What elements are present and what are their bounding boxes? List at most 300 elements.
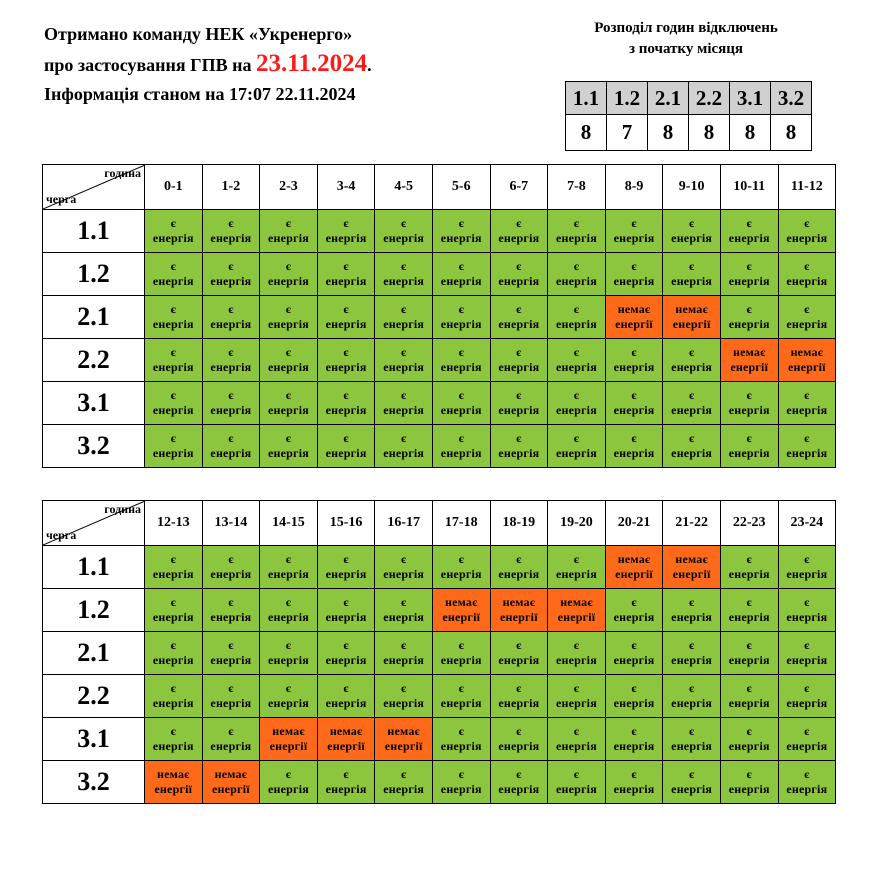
status-text-line-1: є <box>804 552 810 566</box>
status-text-line-2: енергія <box>210 696 252 710</box>
schedule-table-morning <box>42 164 836 468</box>
status-text-line-1: є <box>458 302 464 316</box>
hour-header: 21-22 <box>663 501 721 546</box>
status-text-line-2: енергія <box>152 317 194 331</box>
status-cell-power-on <box>260 339 318 382</box>
status-cell-power-on <box>720 425 778 468</box>
status-text-line-1: є <box>746 681 752 695</box>
status-cell-power-on <box>663 589 721 632</box>
status-text-line-1: є <box>400 388 407 402</box>
hour-header: 3-4 <box>317 165 375 210</box>
status-cell-power-on <box>202 632 260 675</box>
status-text-line-2: енергія <box>498 403 540 417</box>
queue-row <box>43 382 836 425</box>
status-cell-power-on <box>432 253 490 296</box>
status-text-line-2: енергія <box>786 317 828 331</box>
summary-value: 8 <box>566 115 607 151</box>
status-text-line-1: є <box>631 259 637 273</box>
status-text-line-2: енергія <box>728 231 770 245</box>
status-cell-power-on <box>548 296 606 339</box>
status-text-line-2: енергія <box>152 653 194 667</box>
hour-header: 5-6 <box>432 165 490 210</box>
status-cell-power-on <box>720 210 778 253</box>
summary-label: 3.2 <box>771 82 812 115</box>
status-text-line-1: є <box>170 595 176 609</box>
status-text-line-1: немає <box>675 552 708 566</box>
status-text-line-2: енергія <box>671 274 713 288</box>
status-text-line-1: є <box>170 216 176 230</box>
status-text-line-2: енергія <box>268 610 309 624</box>
status-text-line-1: є <box>228 595 234 609</box>
status-text-line-2: енергія <box>210 403 252 417</box>
hour-header: 0-1 <box>145 165 203 210</box>
status-text-line-2: енергія <box>728 696 770 710</box>
status-cell-power-on <box>605 425 663 468</box>
status-cell-power-on <box>490 675 548 718</box>
status-text-line-2: енергія <box>210 231 252 245</box>
status-cell-power-on <box>145 675 203 718</box>
status-text-line-1: є <box>285 259 292 273</box>
header-line-3: Інформація станом на 17:07 22.11.2024 <box>44 84 356 104</box>
queue-row <box>43 589 836 632</box>
status-text-line-1: є <box>400 302 407 316</box>
status-cell-power-on <box>202 425 260 468</box>
status-cell-power-on <box>663 382 721 425</box>
status-cell-power-on <box>260 675 318 718</box>
status-cell-power-on <box>778 425 836 468</box>
status-text-line-1: є <box>688 595 695 609</box>
status-cell-power-on <box>490 382 548 425</box>
status-text-line-1: є <box>573 681 580 695</box>
status-text-line-1: є <box>746 388 752 402</box>
status-cell-power-on <box>375 589 433 632</box>
summary-title-line-1: Розподіл годин відключень <box>594 20 778 36</box>
status-cell-power-on <box>432 382 490 425</box>
status-text-line-2: енергія <box>728 567 770 581</box>
status-cell-power-on <box>375 382 433 425</box>
status-text-line-1: є <box>285 595 292 609</box>
status-text-line-1: є <box>746 431 752 445</box>
status-text-line-1: є <box>804 259 810 273</box>
status-text-line-2: енергія <box>613 274 655 288</box>
status-text-line-2: енергія <box>268 403 309 417</box>
status-text-line-1: є <box>573 638 580 652</box>
status-cell-power-on <box>432 718 490 761</box>
status-text-line-2: енергія <box>613 696 655 710</box>
queue-label: 3.1 <box>43 382 145 425</box>
status-text-line-2: енергія <box>555 653 597 667</box>
status-cell-power-on <box>663 253 721 296</box>
status-text-line-1: є <box>631 724 637 738</box>
status-text-line-1: є <box>228 345 234 359</box>
status-cell-power-on <box>375 210 433 253</box>
status-text-line-1: є <box>170 552 176 566</box>
status-cell-power-on <box>202 210 260 253</box>
status-text-line-1: є <box>458 431 464 445</box>
status-text-line-2: енергія <box>786 274 828 288</box>
status-text-line-1: є <box>746 216 752 230</box>
status-cell-power-on <box>548 761 606 804</box>
status-text-line-2: енергія <box>268 567 309 581</box>
status-cell-power-on <box>778 632 836 675</box>
status-cell-power-on <box>202 589 260 632</box>
status-text-line-1: є <box>400 767 407 781</box>
status-text-line-1: немає <box>214 767 248 781</box>
status-cell-power-on <box>720 546 778 589</box>
status-text-line-1: є <box>458 767 464 781</box>
status-text-line-1: є <box>228 681 234 695</box>
status-cell-power-on <box>260 253 318 296</box>
status-text-line-2: енергія <box>268 231 309 245</box>
status-text-line-1: є <box>573 216 580 230</box>
summary-label: 3.1 <box>730 82 771 115</box>
status-text-line-2: енергія <box>728 274 770 288</box>
status-cell-power-on <box>720 761 778 804</box>
status-text-line-1: є <box>688 259 695 273</box>
status-text-line-1: немає <box>272 724 305 738</box>
status-text-line-2: енергія <box>555 782 597 796</box>
status-text-line-1: немає <box>675 302 708 316</box>
status-cell-power-on <box>548 210 606 253</box>
status-text-line-1: немає <box>329 724 363 738</box>
status-cell-power-on <box>778 761 836 804</box>
header-line-2-suffix: . <box>367 55 372 75</box>
hour-header: 22-23 <box>720 501 778 546</box>
status-text-line-1: є <box>228 302 234 316</box>
status-text-line-1: є <box>285 345 292 359</box>
status-cell-power-on <box>317 425 375 468</box>
status-text-line-2: енергія <box>152 446 194 460</box>
status-cell-power-on <box>432 761 490 804</box>
status-text-line-2: енергія <box>786 610 828 624</box>
status-text-line-1: є <box>228 388 234 402</box>
status-text-line-1: є <box>631 345 637 359</box>
status-text-line-1: є <box>746 595 752 609</box>
status-cell-power-on <box>317 210 375 253</box>
status-text-line-2: енергія <box>210 317 252 331</box>
status-text-line-1: є <box>343 345 349 359</box>
hour-header: 20-21 <box>605 501 663 546</box>
status-text-line-2: енергії <box>384 739 423 753</box>
status-text-line-1: є <box>400 595 407 609</box>
status-text-line-2: енергія <box>786 567 828 581</box>
status-text-line-2: енергія <box>325 610 367 624</box>
summary-label: 2.1 <box>648 82 689 115</box>
status-text-line-2: енергія <box>786 653 828 667</box>
status-cell-power-on <box>490 718 548 761</box>
status-text-line-2: енергія <box>210 446 252 460</box>
status-text-line-2: енергія <box>671 739 713 753</box>
status-cell-power-on <box>605 210 663 253</box>
status-text-line-1: є <box>400 431 407 445</box>
status-text-line-1: є <box>228 431 234 445</box>
status-cell-power-on <box>202 718 260 761</box>
status-text-line-2: енергія <box>383 696 425 710</box>
queue-label: 3.2 <box>43 425 145 468</box>
status-cell-power-on <box>778 675 836 718</box>
status-text-line-1: є <box>285 767 292 781</box>
status-text-line-2: енергія <box>325 696 367 710</box>
hour-header: 8-9 <box>605 165 663 210</box>
status-text-line-2: енергія <box>498 446 540 460</box>
status-text-line-2: енергія <box>440 653 482 667</box>
hour-header: 2-3 <box>260 165 318 210</box>
status-text-line-1: є <box>631 638 637 652</box>
status-text-line-2: енергія <box>440 739 482 753</box>
status-cell-power-off <box>663 296 721 339</box>
status-cell-power-on <box>663 675 721 718</box>
status-text-line-1: є <box>400 638 407 652</box>
status-text-line-2: енергія <box>152 696 194 710</box>
status-cell-power-on <box>720 589 778 632</box>
status-cell-power-on <box>720 632 778 675</box>
status-text-line-1: є <box>746 638 752 652</box>
status-cell-power-on <box>145 546 203 589</box>
summary-value: 8 <box>648 115 689 151</box>
header-line-1: Отримано команду НЕК «Укренерго» <box>44 24 353 44</box>
status-text-line-2: енергія <box>728 403 770 417</box>
hour-header: 6-7 <box>490 165 548 210</box>
summary-table <box>565 81 812 151</box>
status-text-line-2: енергії <box>269 739 308 753</box>
status-text-line-1: є <box>343 388 349 402</box>
status-text-line-1: є <box>285 216 292 230</box>
status-cell-power-on <box>720 296 778 339</box>
status-text-line-2: енергія <box>613 403 655 417</box>
status-text-line-1: є <box>804 767 810 781</box>
status-text-line-1: є <box>516 767 522 781</box>
status-text-line-2: енергія <box>728 446 770 460</box>
status-text-line-1: є <box>400 345 407 359</box>
status-text-line-2: енергія <box>555 446 597 460</box>
status-text-line-1: немає <box>157 767 190 781</box>
status-cell-power-on <box>605 675 663 718</box>
status-cell-power-on <box>375 761 433 804</box>
status-text-line-1: є <box>228 216 234 230</box>
status-text-line-2: енергія <box>383 360 425 374</box>
status-text-line-1: є <box>631 388 637 402</box>
status-text-line-1: є <box>631 767 637 781</box>
status-text-line-1: є <box>631 681 637 695</box>
status-cell-power-off <box>720 339 778 382</box>
status-text-line-1: немає <box>502 595 536 609</box>
status-text-line-2: енергія <box>613 739 655 753</box>
status-text-line-2: енергії <box>154 782 193 796</box>
hour-header: 13-14 <box>202 501 260 546</box>
status-cell-power-on <box>202 253 260 296</box>
summary-label: 1.1 <box>566 82 607 115</box>
corner-queue-label: черга <box>46 192 77 206</box>
status-text-line-1: є <box>170 388 176 402</box>
status-text-line-2: енергія <box>440 317 482 331</box>
status-text-line-2: енергія <box>325 360 367 374</box>
status-cell-power-on <box>605 761 663 804</box>
status-text-line-1: є <box>746 724 752 738</box>
status-cell-power-on <box>720 675 778 718</box>
status-text-line-1: немає <box>617 552 651 566</box>
status-text-line-1: немає <box>617 302 651 316</box>
status-text-line-1: є <box>458 388 464 402</box>
queue-row <box>43 425 836 468</box>
status-cell-power-on <box>490 425 548 468</box>
status-text-line-2: енергія <box>383 782 425 796</box>
status-text-line-2: енергія <box>671 782 713 796</box>
status-cell-power-on <box>260 296 318 339</box>
status-text-line-1: є <box>688 724 695 738</box>
summary-value: 8 <box>771 115 812 151</box>
status-text-line-1: є <box>804 638 810 652</box>
hour-header: 10-11 <box>720 165 778 210</box>
status-text-line-2: енергія <box>671 403 713 417</box>
status-cell-power-on <box>432 425 490 468</box>
status-cell-power-on <box>145 718 203 761</box>
status-cell-power-on <box>548 718 606 761</box>
status-text-line-1: немає <box>732 345 766 359</box>
status-cell-power-on <box>260 425 318 468</box>
status-text-line-1: є <box>228 552 234 566</box>
status-text-line-2: енергія <box>555 403 597 417</box>
status-cell-power-off <box>432 589 490 632</box>
queue-label: 2.1 <box>43 632 145 675</box>
status-text-line-1: є <box>804 302 810 316</box>
status-text-line-2: енергія <box>671 446 713 460</box>
status-text-line-2: енергія <box>268 446 309 460</box>
status-cell-power-on <box>145 339 203 382</box>
corner-header <box>43 501 145 546</box>
status-text-line-1: є <box>631 216 637 230</box>
queue-label: 1.1 <box>43 546 145 589</box>
status-text-line-2: енергія <box>498 739 540 753</box>
status-text-line-1: є <box>285 388 292 402</box>
status-text-line-1: є <box>688 216 695 230</box>
status-text-line-1: є <box>285 638 292 652</box>
status-text-line-2: енергія <box>440 274 482 288</box>
status-cell-power-on <box>778 589 836 632</box>
status-text-line-2: енергія <box>728 653 770 667</box>
status-text-line-2: енергії <box>499 610 538 624</box>
status-text-line-2: енергія <box>383 610 425 624</box>
status-text-line-2: енергія <box>440 567 482 581</box>
summary-value: 7 <box>607 115 648 151</box>
status-text-line-1: є <box>343 302 349 316</box>
status-text-line-2: енергія <box>268 360 309 374</box>
status-cell-power-on <box>375 546 433 589</box>
status-cell-power-on <box>663 425 721 468</box>
status-text-line-2: енергія <box>555 274 597 288</box>
status-text-line-1: є <box>631 431 637 445</box>
hour-header: 11-12 <box>778 165 836 210</box>
status-text-line-2: енергія <box>325 231 367 245</box>
status-cell-power-on <box>778 382 836 425</box>
status-text-line-1: є <box>343 259 349 273</box>
status-text-line-2: енергія <box>383 446 425 460</box>
status-text-line-2: енергія <box>498 782 540 796</box>
summary-title <box>560 18 812 60</box>
status-text-line-2: енергія <box>210 274 252 288</box>
status-text-line-2: енергія <box>613 782 655 796</box>
status-text-line-2: енергія <box>555 360 597 374</box>
queue-label: 1.2 <box>43 253 145 296</box>
status-text-line-1: є <box>746 767 752 781</box>
status-cell-power-on <box>317 382 375 425</box>
status-text-line-1: є <box>343 216 349 230</box>
status-text-line-2: енергія <box>325 317 367 331</box>
status-text-line-1: є <box>170 431 176 445</box>
status-text-line-2: енергія <box>383 317 425 331</box>
status-cell-power-on <box>778 718 836 761</box>
status-text-line-2: енергія <box>555 231 597 245</box>
status-text-line-2: енергія <box>786 446 828 460</box>
queue-row <box>43 632 836 675</box>
status-text-line-2: енергія <box>268 317 309 331</box>
status-text-line-1: є <box>516 388 522 402</box>
status-text-line-2: енергія <box>325 446 367 460</box>
status-text-line-2: енергія <box>440 782 482 796</box>
status-text-line-2: енергія <box>383 274 425 288</box>
status-cell-power-on <box>202 546 260 589</box>
status-text-line-1: є <box>285 302 292 316</box>
hour-header: 16-17 <box>375 501 433 546</box>
status-text-line-2: енергія <box>728 610 770 624</box>
status-cell-power-on <box>490 546 548 589</box>
status-text-line-2: енергія <box>728 782 770 796</box>
status-text-line-2: енергії <box>615 317 653 331</box>
status-cell-power-on <box>317 675 375 718</box>
status-text-line-1: є <box>228 638 234 652</box>
status-cell-power-on <box>490 761 548 804</box>
status-text-line-1: є <box>688 345 695 359</box>
status-text-line-1: є <box>804 724 810 738</box>
hour-header: 12-13 <box>145 501 203 546</box>
status-text-line-2: енергія <box>325 403 367 417</box>
corner-queue-label: черга <box>46 528 77 542</box>
status-text-line-1: є <box>458 681 464 695</box>
status-text-line-2: енергія <box>440 446 482 460</box>
status-text-line-2: енергія <box>613 231 655 245</box>
status-text-line-1: є <box>688 767 695 781</box>
status-text-line-2: енергія <box>152 403 194 417</box>
hour-header: 19-20 <box>548 501 606 546</box>
status-text-line-2: енергія <box>671 360 713 374</box>
status-text-line-1: є <box>170 724 176 738</box>
status-text-line-2: енергія <box>440 231 482 245</box>
status-text-line-2: енергія <box>613 360 655 374</box>
status-text-line-1: є <box>516 552 522 566</box>
status-text-line-2: енергія <box>152 360 194 374</box>
status-cell-power-off <box>605 546 663 589</box>
status-cell-power-off <box>145 761 203 804</box>
status-cell-power-on <box>432 339 490 382</box>
status-text-line-1: є <box>458 724 464 738</box>
status-text-line-1: немає <box>387 724 420 738</box>
status-text-line-2: енергії <box>615 567 653 581</box>
queue-label: 3.2 <box>43 761 145 804</box>
status-text-line-2: енергія <box>268 782 309 796</box>
status-text-line-1: є <box>458 216 464 230</box>
summary-title-line-2: з початку місяця <box>628 41 744 57</box>
status-cell-power-on <box>490 339 548 382</box>
status-cell-power-off <box>375 718 433 761</box>
status-cell-power-on <box>145 253 203 296</box>
status-text-line-2: енергії <box>787 360 826 374</box>
status-text-line-2: енергія <box>152 739 194 753</box>
status-text-line-1: є <box>516 345 522 359</box>
status-text-line-2: енергія <box>786 231 828 245</box>
queue-row <box>43 546 836 589</box>
status-cell-power-on <box>605 339 663 382</box>
status-text-line-2: енергії <box>212 782 250 796</box>
status-text-line-2: енергія <box>555 739 597 753</box>
